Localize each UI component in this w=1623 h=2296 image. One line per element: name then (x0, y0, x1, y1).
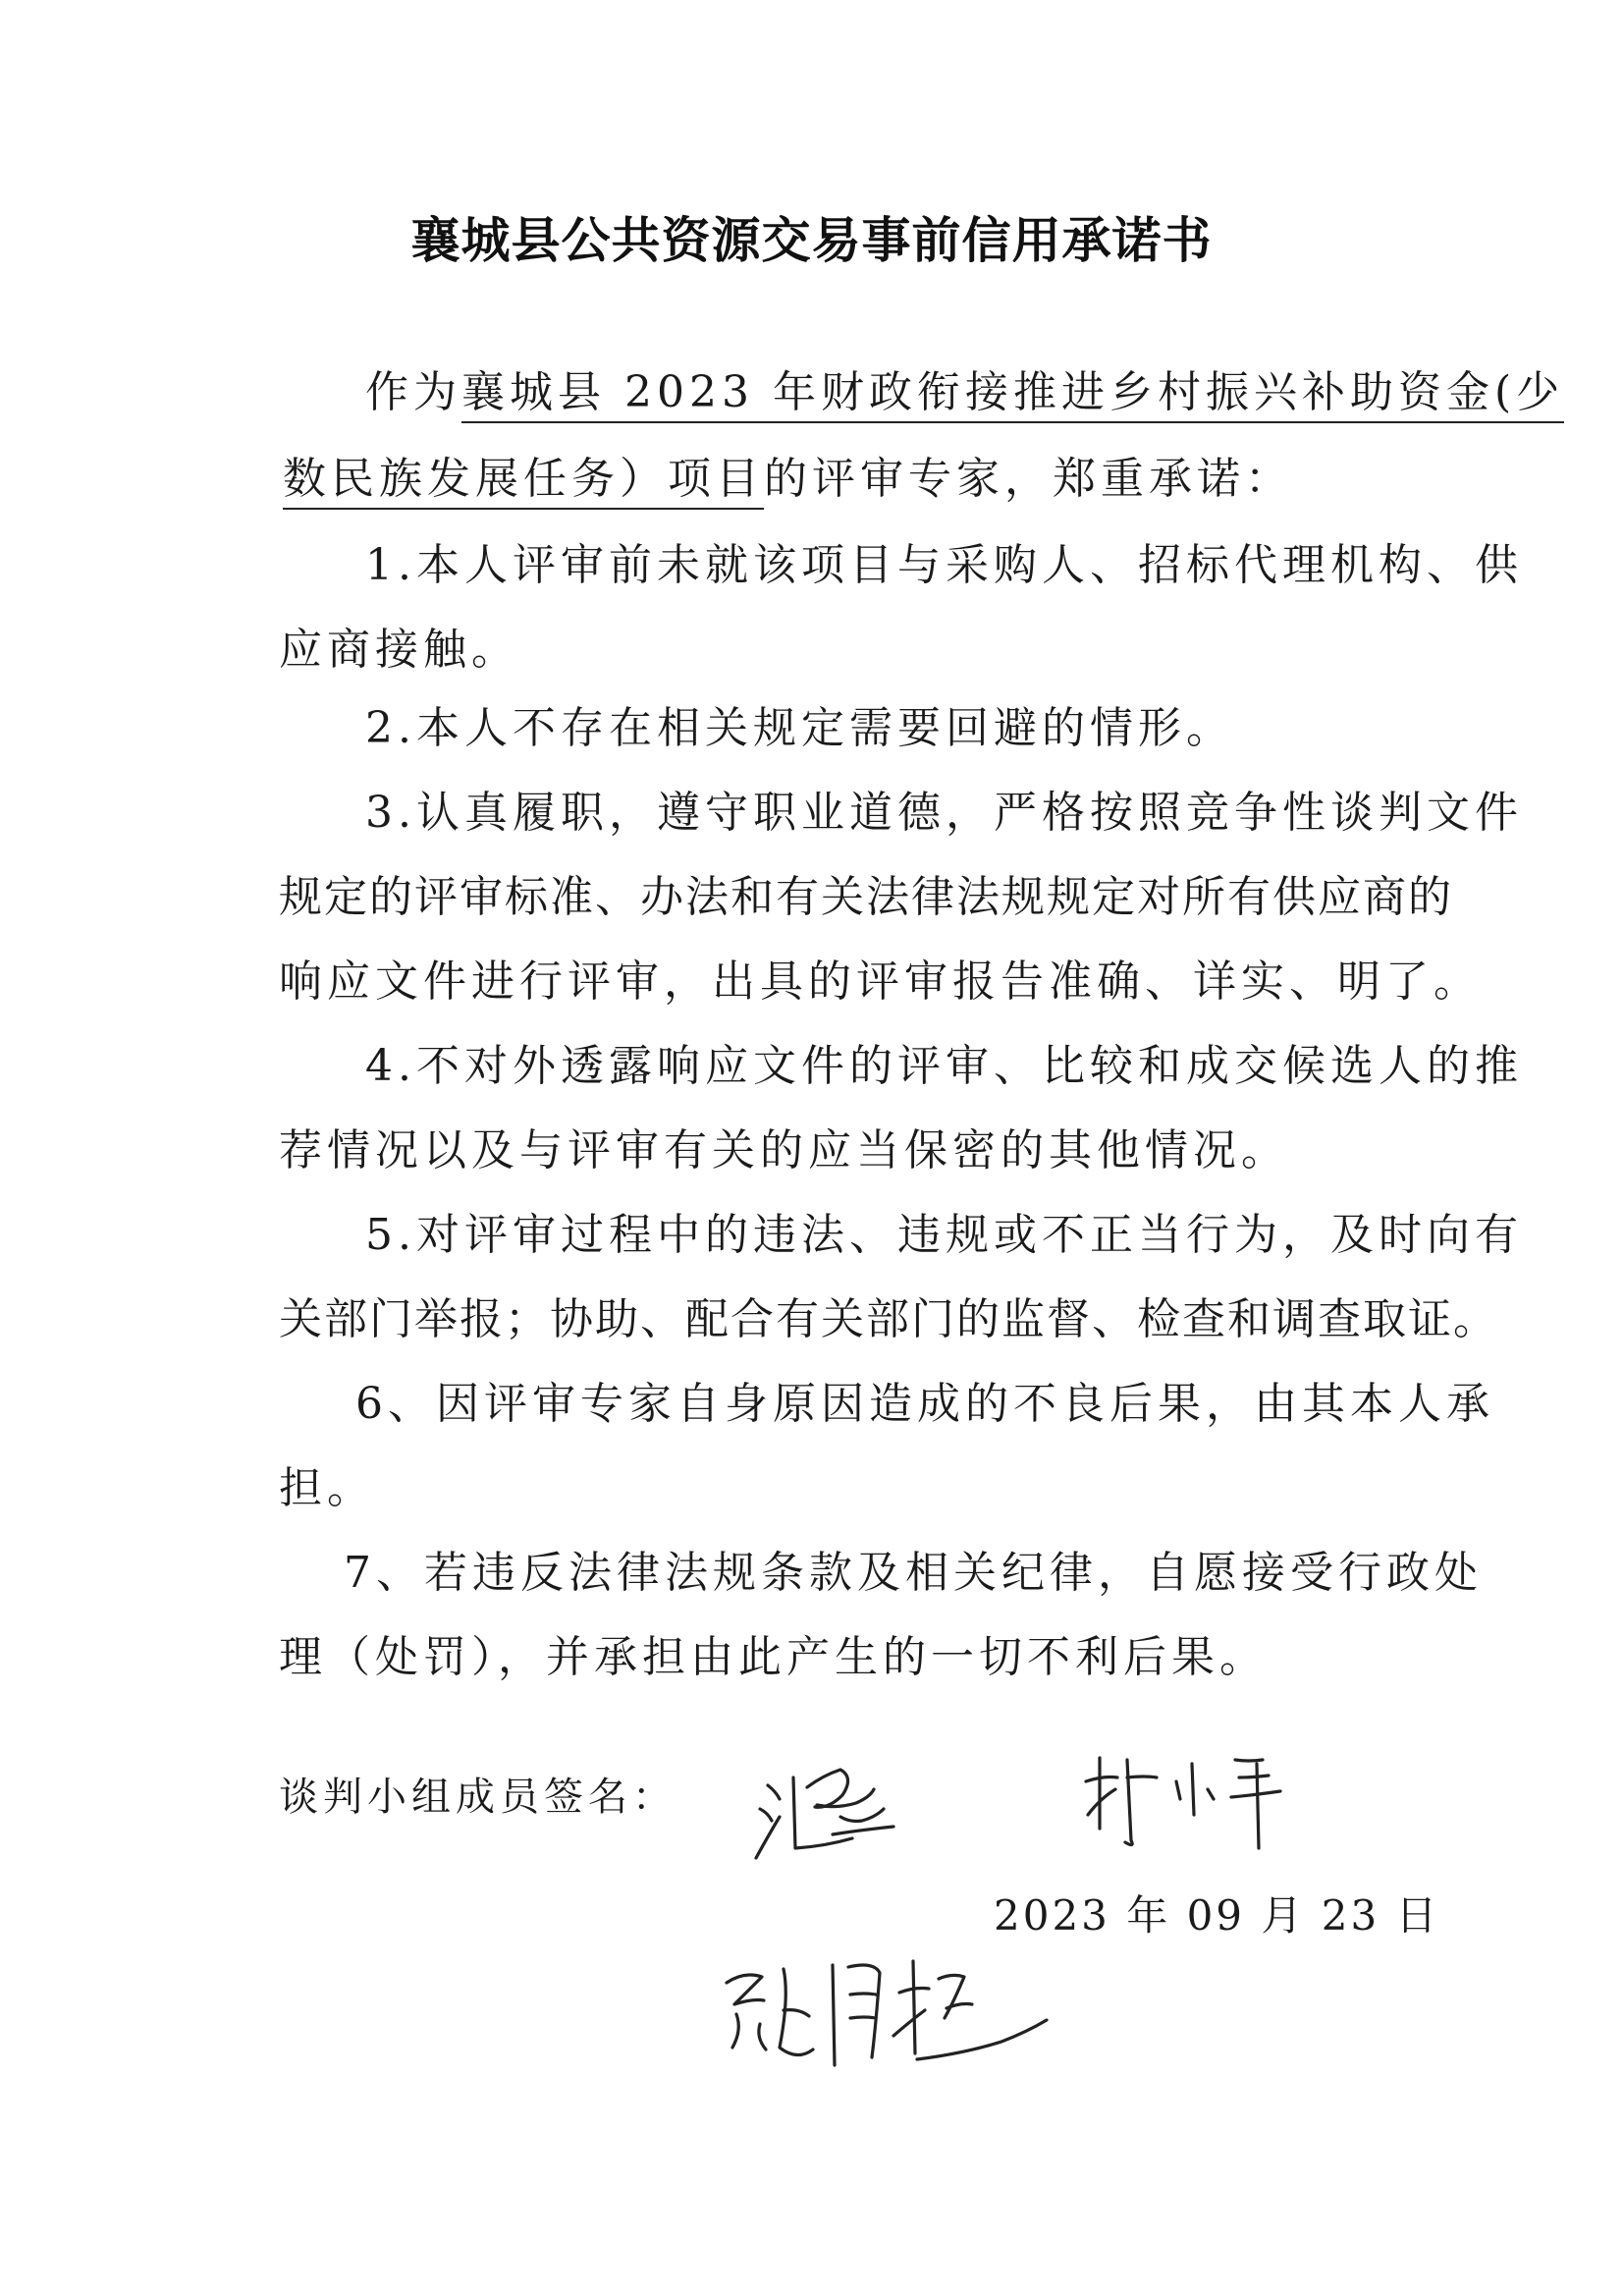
handwritten-signature-2 (1070, 1738, 1296, 1856)
date: 2023 年 09 月 23 日 (994, 1891, 1440, 1940)
item-7-line-1: 7、若违反法律法规条款及相关纪律，自愿接受行政处 (344, 1548, 1483, 1598)
handwritten-signature-3 (707, 1940, 1060, 2077)
item-6-line-1: 6、因评审专家自身原因造成的不良后果，由其本人承 (355, 1379, 1494, 1429)
item-1-line-2: 应商接触。 (279, 625, 519, 675)
item-4-line-1: 4.不对外透露响应文件的评审、比较和成交候选人的推 (365, 1041, 1523, 1091)
signature-label: 谈判小组成员签名： (279, 1775, 676, 1820)
page-title: 襄城县公共资源交易事前信用承诺书 (410, 212, 1213, 269)
intro-line-1 (365, 367, 1565, 417)
handwritten-signature-1 (746, 1748, 913, 1876)
intro-prefix: 作为 (365, 367, 461, 417)
item-7-line-2: 理（处罚），并承担由此产生的一切不利后果。 (279, 1632, 1268, 1682)
item-3-line-2: 规定的评审标准、办法和有关法律法规规定对所有供应商的 (279, 872, 1453, 922)
project-name-part-2: 数民族发展任务）项目 (283, 454, 764, 510)
item-4-line-2: 荐情况以及与评审有关的应当保密的其他情况。 (279, 1125, 1289, 1175)
item-6-line-2: 担。 (279, 1463, 375, 1513)
intro-line-2 (283, 454, 1293, 504)
project-name-part-1: 襄城县 2023 年财政衔接推进乡村振兴补助资金(少 (461, 367, 1564, 423)
item-2-line-1: 2.本人不存在相关规定需要回避的情形。 (365, 703, 1234, 753)
item-3-line-3: 响应文件进行评审，出具的评审报告准确、详实、明了。 (279, 957, 1482, 1007)
intro-suffix: 的评审专家，郑重承诺： (764, 454, 1293, 504)
item-5-line-1: 5.对评审过程中的违法、违规或不正当行为，及时向有 (365, 1210, 1523, 1260)
item-5-line-2: 关部门举报；协助、配合有关部门的监督、检查和调查取证。 (279, 1294, 1498, 1344)
item-1-line-1: 1.本人评审前未就该项目与采购人、招标代理机构、供 (365, 540, 1523, 590)
item-3-line-1: 3.认真履职，遵守职业道德，严格按照竞争性谈判文件 (365, 788, 1523, 838)
